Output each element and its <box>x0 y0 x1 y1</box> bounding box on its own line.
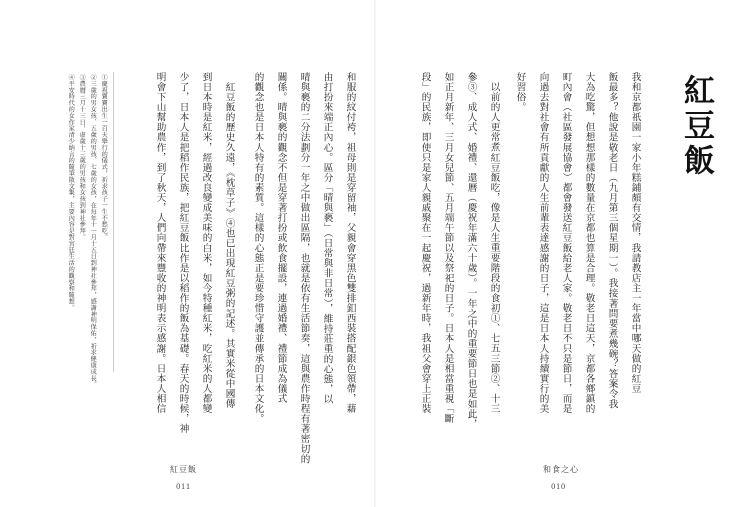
body-text-column: 的觀念也是日本人特有的素質。這樣的心態正是要珍惜守護並傳承的日本文化。 <box>252 72 264 424</box>
footnote: ③農曆三月十三日，虛歲十三歲的男孩和女孩到神社參拜。 <box>78 74 86 241</box>
page-number: 011 <box>176 483 191 491</box>
body-text-column: 向過去對社會有所貢獻的人生前輩表達感謝的日子，這是日本人持續實行的美 <box>537 72 549 414</box>
body-text-column: 紅豆飯的歷史久遠，《枕草子》④也已出現紅豆粥的記述。其實米從中國傳 <box>223 82 235 409</box>
body-text-column: 以前的人更常煮紅豆飯吃，像是人生重要階段的食初①、七五三節②、十三 <box>488 82 500 414</box>
body-text-column: 參③、成人式、婚禮、還曆（慶祝年滿六十歲）。一年之中的重要節日也是如此， <box>465 72 477 429</box>
body-text-column: 晴與褻的二分法劃分一年之中做出區隔，也就是依有生活節奏，這與農作時程有著密切的 <box>298 72 310 464</box>
body-text-column: 大為吃驚，但想想那樣的數量在京都也算是合理。敬老日這天，京都各鄉鎮的 <box>583 72 595 414</box>
footnote: ④平安時代的女作家清少納言的隨筆散文集，主要內容是對宮廷生活的觀察和隨想。 <box>67 74 75 311</box>
body-text-column: 少了，日本人是把稻作民族，把紅豆飯比作是以稻作的飯為基礎。春天的時候，神 <box>177 72 189 434</box>
body-text-column: 段」的民族，即使只是家人親戚聚在一起慶祝，過新年時，我祖父會穿上正裝 <box>419 72 431 414</box>
body-text-column: 到日本時是紅米，經過改良變成美味的白米，如今特種紅米，吃紅米的人都變 <box>200 72 212 414</box>
body-text-column: 明會下山幫助農作，到了秋天，人們向帶來豐收的神明表示感謝。日本人相信 <box>154 72 166 414</box>
footnote: ①慶祝寶寶出生一百天舉行的儀式，祈求孩子一生不愁吃。 <box>100 74 108 241</box>
running-footer-title: 紅豆飯 <box>170 465 197 474</box>
footnote: ②三歲的男女孩、五歲的男孩、七歲的女孩，在每年十一月十五日到神社參拜，感謝神明保佑，祈求健康成長。 <box>89 74 97 388</box>
chapter-title: 紅豆飯 <box>678 74 714 179</box>
body-text-column: 好習俗。 <box>514 72 526 113</box>
body-text-column: 我和京都祇園一家小年糕鋪頗有交情，我請教店主一年當中哪天做的紅豆 <box>629 72 641 394</box>
footnote-divider <box>113 72 114 372</box>
body-text-column: 飯最多？他說是敬老日（九月第三個星期一）。我接著問要煮幾碗？答案令我 <box>606 72 618 409</box>
page-number: 010 <box>551 483 566 491</box>
body-text-column: 和服的紋付袴，祖母則是穿留袖，父親會穿黑色雙排釦西裝搭配銀色領帶，藉 <box>344 72 356 414</box>
body-text-column: 關係。晴與褻的觀念不但是穿著打扮或飲食擺設，連過婚禮、禮節成為儀式 <box>275 72 287 404</box>
body-text-column: 町內會（社區發展協會）都會發送紅豆飯給老人家。敬老日不只是節日，而是 <box>560 72 572 414</box>
body-text-column: 由打扮來端正內心。區分「晴與褻」（日常與非日常），維持莊重的心態，以 <box>321 72 333 405</box>
running-footer-title: 和食之心 <box>543 465 579 474</box>
body-text-column: 如正月新年、三月女兒節、五月端午節以及祭祀的日子。日本人是相當重視「斷 <box>442 72 454 424</box>
